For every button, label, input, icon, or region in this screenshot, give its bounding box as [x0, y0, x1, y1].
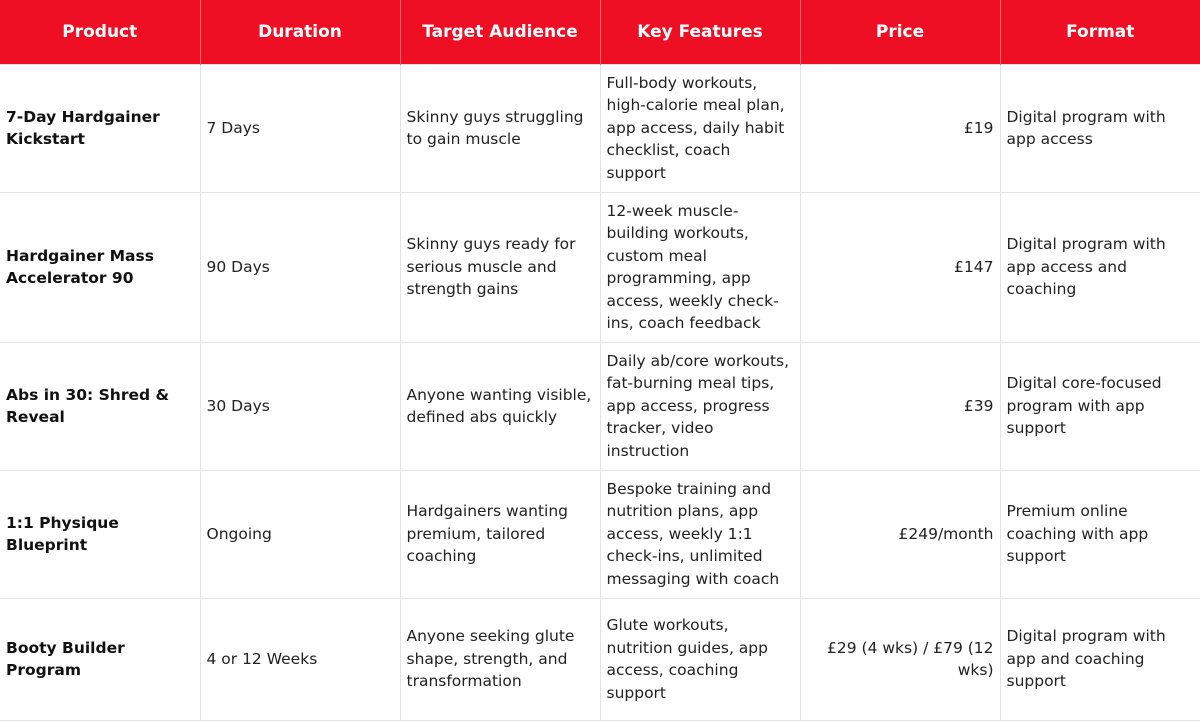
features-cell: Glute workouts, nutrition guides, app access, coaching support: [600, 598, 800, 720]
audience-cell: Skinny guys struggling to gain muscle: [400, 64, 600, 192]
format-cell: Digital program with app access: [1000, 64, 1200, 192]
audience-cell: Anyone wanting visible, defined abs quickly: [400, 342, 600, 470]
price-cell: £249/month: [800, 470, 1000, 598]
features-cell: Bespoke training and nutrition plans, app access, weekly 1:1 check-ins, unlimited messaging with coach: [600, 470, 800, 598]
audience-cell: Hardgainers wanting premium, tailored coaching: [400, 470, 600, 598]
duration-cell: 30 Days: [200, 342, 400, 470]
price-cell: £147: [800, 192, 1000, 342]
price-cell: £29 (4 wks) / £79 (12 wks): [800, 598, 1000, 720]
format-cell: Digital core-focused program with app support: [1000, 342, 1200, 470]
header-format: Format: [1000, 0, 1200, 64]
table-row: [0, 342, 1200, 470]
format-cell: Premium online coaching with app support: [1000, 470, 1200, 598]
features-cell: Daily ab/core workouts, fat-burning meal tips, app access, progress tracker, video instruction: [600, 342, 800, 470]
format-cell: Digital program with app and coaching support: [1000, 598, 1200, 720]
product-name: Abs in 30: Shred & Reveal: [0, 342, 200, 470]
header-row: [0, 0, 1200, 64]
price-cell: £19: [800, 64, 1000, 192]
product-name: 7-Day Hardgainer Kickstart: [0, 64, 200, 192]
header-price: Price: [800, 0, 1000, 64]
header-duration: Duration: [200, 0, 400, 64]
product-name: Booty Builder Program: [0, 598, 200, 720]
table-row: [0, 64, 1200, 192]
table-body: [0, 64, 1200, 720]
features-cell: Full-body workouts, high-calorie meal plan, app access, daily habit checklist, coach support: [600, 64, 800, 192]
table-row: [0, 470, 1200, 598]
audience-cell: Anyone seeking glute shape, strength, and transformation: [400, 598, 600, 720]
format-cell: Digital program with app access and coaching: [1000, 192, 1200, 342]
duration-cell: 7 Days: [200, 64, 400, 192]
header-target-audience: Target Audience: [400, 0, 600, 64]
header-key-features: Key Features: [600, 0, 800, 64]
duration-cell: 4 or 12 Weeks: [200, 598, 400, 720]
product-name: Hardgainer Mass Accelerator 90: [0, 192, 200, 342]
table-header: [0, 0, 1200, 64]
header-product: Product: [0, 0, 200, 64]
table-row: [0, 192, 1200, 342]
price-cell: £39: [800, 342, 1000, 470]
product-name: 1:1 Physique Blueprint: [0, 470, 200, 598]
duration-cell: Ongoing: [200, 470, 400, 598]
audience-cell: Skinny guys ready for serious muscle and strength gains: [400, 192, 600, 342]
features-cell: 12-week muscle-building workouts, custom meal programming, app access, weekly check-ins, coach feedback: [600, 192, 800, 342]
table-row: [0, 598, 1200, 720]
duration-cell: 90 Days: [200, 192, 400, 342]
